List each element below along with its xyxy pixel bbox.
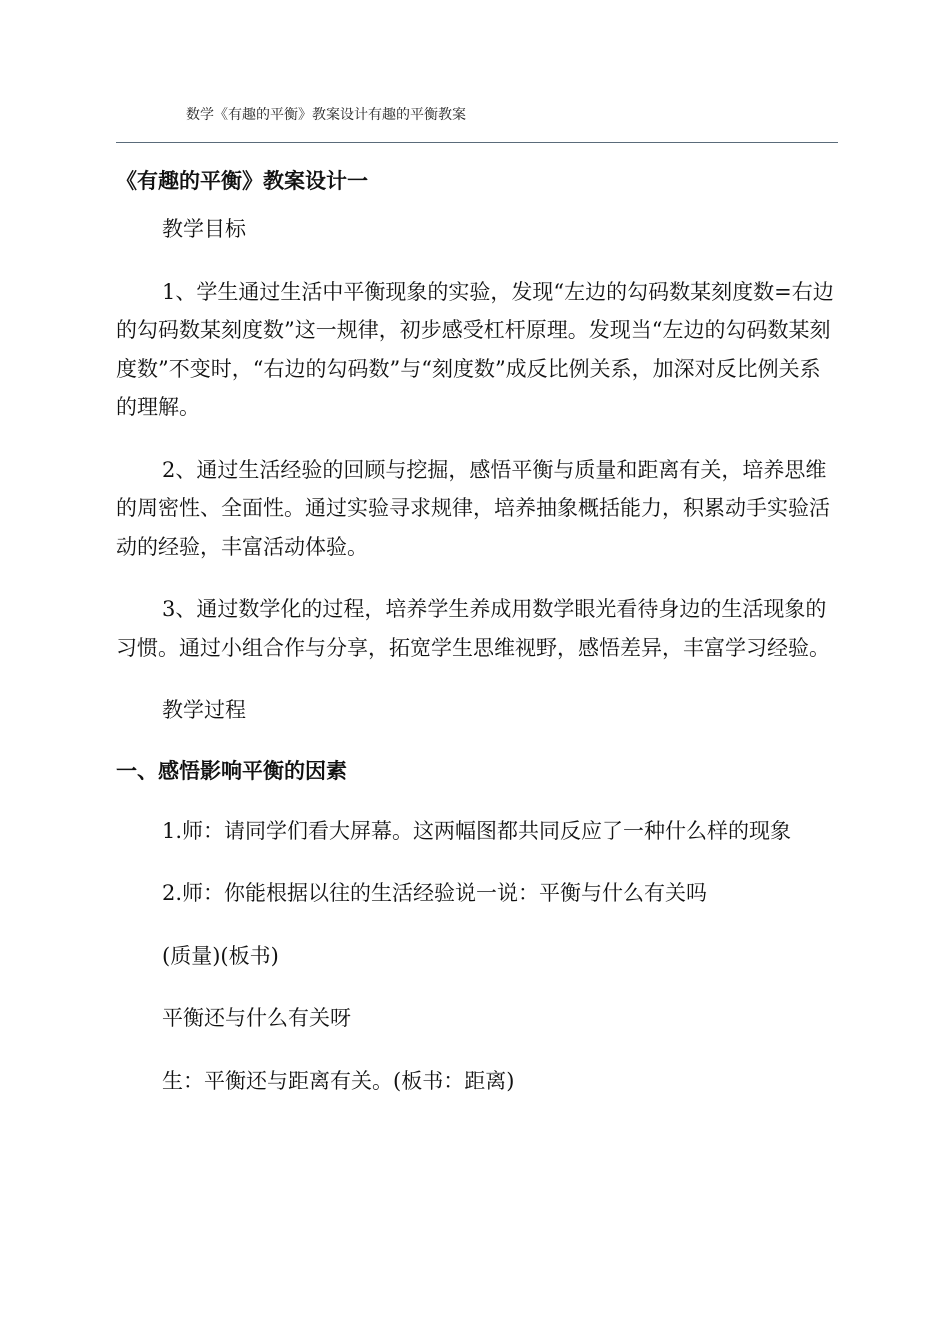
section-1-line-4: 平衡还与什么有关呀 (162, 1006, 351, 1030)
process-heading: 教学过程 (162, 698, 246, 722)
section-1-line-5: 生：平衡还与距离有关。(板书：距离) (162, 1068, 515, 1093)
goal-paragraph-3: 3、通过数学化的过程，培养学生养成用数学眼光看待身边的生活现象的习惯。通过小组合作与分享，拓宽学生思维视野，感悟差异，丰富学习经验。 (116, 597, 830, 660)
goal-paragraph-1: 1、学生通过生活中平衡现象的实验，发现“左边的勾码数某刻度数=右边的勾码数某刻度数”这一规律，初步感受杠杆原理。发现当“左边的勾码数某刻度数”不变时，“右边的勾码数”与“刻度数”成反比例关系，加深对反比例关系的理解。 (116, 279, 834, 419)
header-divider (116, 142, 838, 143)
section-1-title: 一、感悟影响平衡的因素 (116, 758, 347, 783)
document-body (116, 164, 840, 1100)
document-title: 《有趣的平衡》教案设计一 (116, 169, 368, 193)
goals-heading: 教学目标 (162, 217, 246, 241)
section-1-line-2: 2.师：你能根据以往的生活经验说一说：平衡与什么有关吗 (162, 881, 708, 905)
section-1-line-3: (质量)(板书) (162, 943, 279, 968)
running-header: 数学《有趣的平衡》教案设计有趣的平衡教案 (186, 107, 466, 123)
goal-paragraph-2: 2、通过生活经验的回顾与挖掘，感悟平衡与质量和距离有关，培养思维的周密性、全面性。通过实验寻求规律，培养抽象概括能力，积累动手实验活动的经验，丰富活动体验。 (116, 457, 830, 559)
section-1-line-1: 1.师：请同学们看大屏幕。这两幅图都共同反应了一种什么样的现象 (162, 818, 792, 843)
